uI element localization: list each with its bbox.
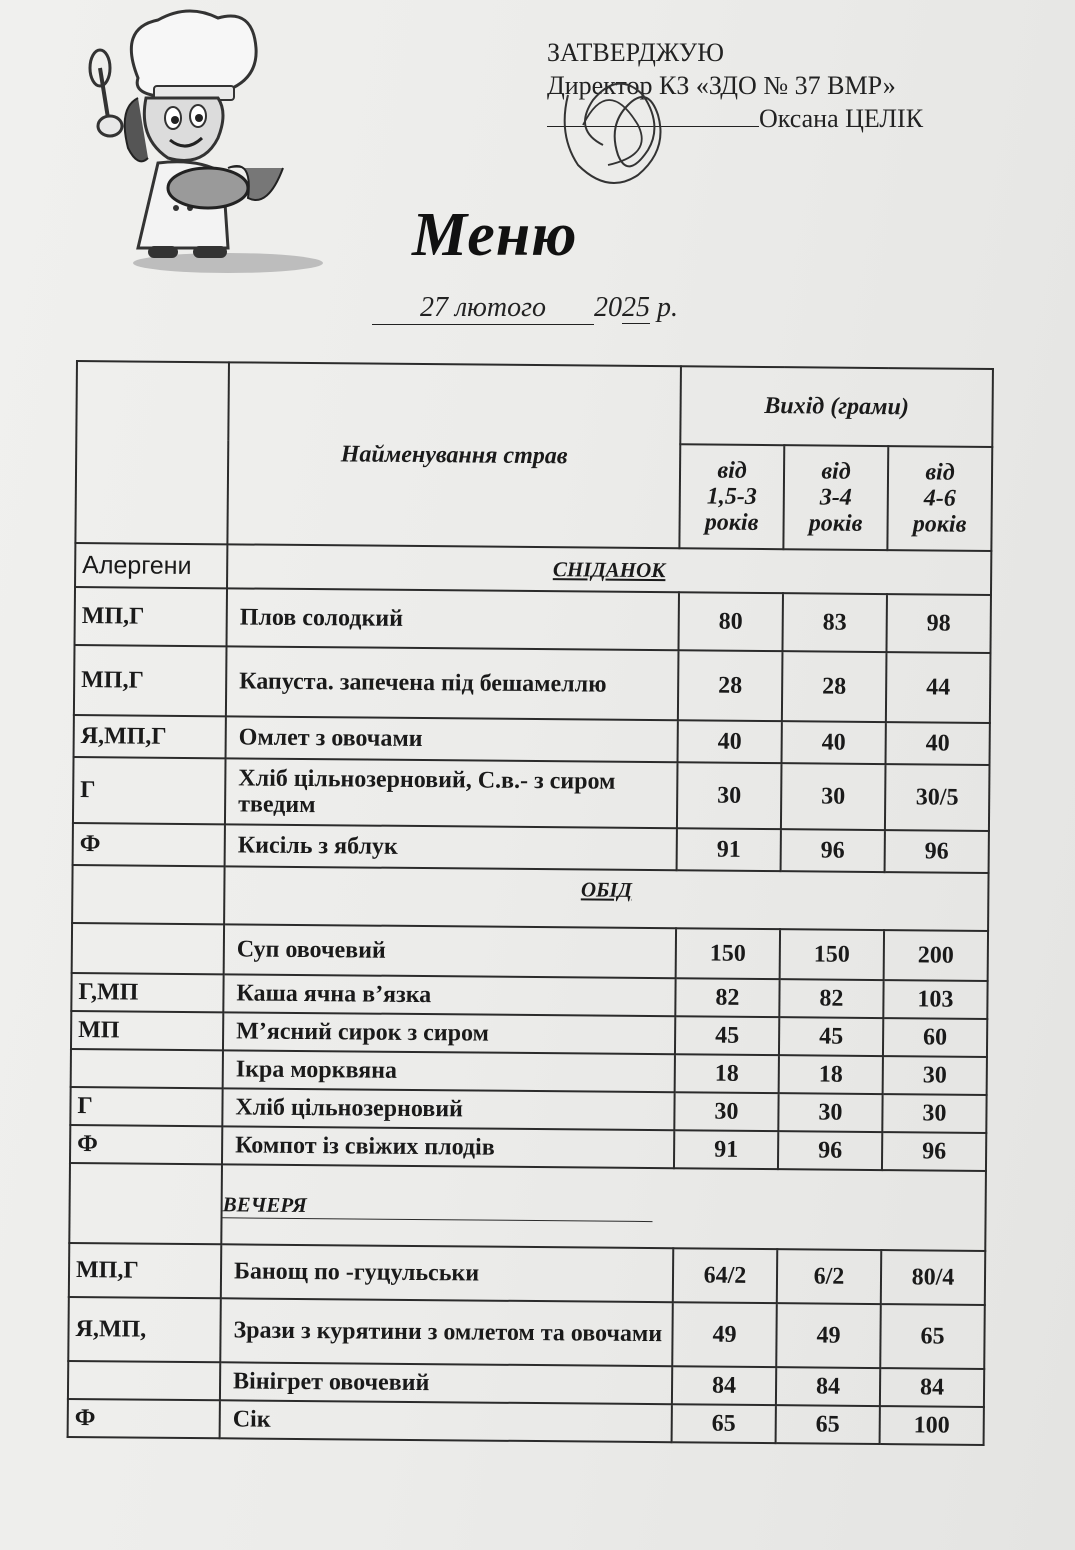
lunch-blank-cell [72,865,225,924]
allergens-cell: МП,Г [74,645,227,716]
output-1-cell: 49 [672,1302,777,1367]
dish-name-cell: Сік [220,1400,672,1442]
date-year-prefix: 20 [594,292,622,323]
section-lunch: ОБІД [224,866,988,931]
approval-position: Директор КЗ «ЗДО № 37 ВМР» [547,71,896,100]
dinner-blank-cell [69,1163,222,1244]
output-1-cell: 18 [675,1054,779,1093]
header-blank-cell [75,361,229,544]
output-3-cell: 30 [883,1056,987,1095]
output-2-cell: 96 [778,1131,882,1170]
output-3-cell: 100 [880,1406,984,1445]
output-3-cell: 80/4 [881,1250,985,1305]
output-1-cell: 91 [677,828,781,871]
dish-name-cell: Капуста. запечена під бешамеллю [226,646,679,720]
output-2-cell: 150 [780,929,884,980]
output-2-cell: 45 [779,1017,883,1056]
output-3-cell: 40 [886,722,990,765]
allergens-cell: Ф [70,1125,222,1164]
output-2-cell: 30 [778,1093,882,1132]
dish-name-cell: Банощ по -гуцульськи [221,1244,673,1302]
menu-table-wrap [66,360,992,1478]
date-suffix: р. [657,292,678,323]
table-row [75,587,991,653]
chef-illustration [78,8,328,288]
dish-name-cell: Вінігрет овочевий [220,1362,672,1404]
output-1-cell: 150 [676,928,780,979]
output-2-cell: 82 [779,979,883,1018]
output-2-cell: 18 [779,1055,883,1094]
table-row [73,757,990,831]
output-3-cell: 96 [885,830,989,873]
output-2-cell: 28 [782,651,887,722]
output-2-cell: 65 [776,1405,880,1444]
section-breakfast: СНІДАНОК [227,544,991,595]
approver-name: Оксана ЦЕЛІК [759,104,924,133]
table-row [72,923,988,981]
dish-name-cell: Плов солодкий [227,588,679,650]
output-3-cell: 103 [883,980,987,1019]
output-1-cell: 40 [678,720,782,763]
allergens-cell: Я,МП, [68,1297,221,1362]
output-3-cell: 84 [880,1368,984,1407]
output-1-cell: 84 [672,1366,776,1405]
signature-scribble [548,55,683,200]
page-title: Меню [412,201,578,269]
table-row [68,1297,985,1369]
output-1-cell: 45 [675,1016,779,1055]
output-3-cell: 98 [886,594,991,653]
dish-name-cell: Каша ячна в’язка [223,974,675,1016]
output-3-cell: 200 [884,930,988,981]
dish-name-cell: Ікра морквяна [223,1050,675,1092]
allergens-cell: МП,Г [75,587,228,646]
header-allergens: Алергени [75,543,227,588]
dish-name-cell: Суп овочевий [224,924,676,978]
header-age-3: від 4-6 років [887,446,992,551]
allergens-cell: Г [73,757,226,824]
allergens-cell: Ф [73,823,225,866]
dish-name-cell: Хліб цільнозерновий, С.в.- з сиром тведим [225,758,678,828]
table-row [68,1399,984,1445]
output-2-cell: 96 [781,829,885,872]
dish-name-cell: Кисіль з яблук [225,824,677,870]
header-age-1: від 1,5-3 років [679,444,784,549]
output-3-cell: 30 [882,1094,986,1133]
menu-date [372,292,678,325]
table-row [69,1243,985,1305]
output-2-cell: 49 [776,1303,881,1368]
output-2-cell: 30 [781,763,886,830]
approval-title: ЗАТВЕРДЖУЮ [547,38,724,67]
dish-name-cell: Компот із свіжих плодів [222,1126,674,1168]
dish-name-cell: Хліб цільнозерновий [222,1088,674,1130]
allergens-cell: Г [70,1087,222,1126]
allergens-cell: МП [71,1011,223,1050]
output-2-cell: 6/2 [777,1249,881,1304]
output-3-cell: 96 [882,1132,986,1171]
allergens-cell: Я,МП,Г [74,715,226,758]
output-3-cell: 65 [880,1304,985,1369]
output-3-cell: 60 [883,1018,987,1057]
header-dish-name: Найменування страв [227,362,681,548]
header-age-2: від 3-4 років [783,445,888,550]
allergens-cell: МП,Г [69,1243,221,1298]
dish-name-cell: Зрази з курятини з омлетом та овочами [220,1298,673,1366]
output-3-cell: 30/5 [885,764,990,831]
output-1-cell: 28 [678,650,783,721]
menu-table [67,360,994,1446]
output-1-cell: 82 [675,978,779,1017]
allergens-cell [71,1049,223,1088]
output-1-cell: 30 [677,762,782,829]
allergens-cell: Ф [68,1399,220,1438]
date-year-suffix: 25 [622,292,650,323]
output-3-cell: 44 [886,652,991,723]
dish-name-cell: М’ясний сирок з сиром [223,1012,675,1054]
output-1-cell: 91 [674,1130,778,1169]
output-1-cell: 64/2 [673,1248,777,1303]
allergens-cell [72,923,224,974]
output-2-cell: 84 [776,1367,880,1406]
output-2-cell: 40 [782,721,886,764]
allergens-cell: Г,МП [71,973,223,1012]
dish-name-cell: Омлет з овочами [226,716,678,762]
allergens-cell [68,1361,220,1400]
output-2-cell: 83 [782,593,887,652]
date-day-month: 27 лютого [372,292,594,325]
output-1-cell: 30 [674,1092,778,1131]
header-output: Вихід (грами) [680,366,993,447]
output-1-cell: 65 [672,1404,776,1443]
section-dinner: ВЕЧЕРЯ [221,1164,986,1251]
output-1-cell: 80 [678,592,783,651]
table-row [74,645,991,723]
